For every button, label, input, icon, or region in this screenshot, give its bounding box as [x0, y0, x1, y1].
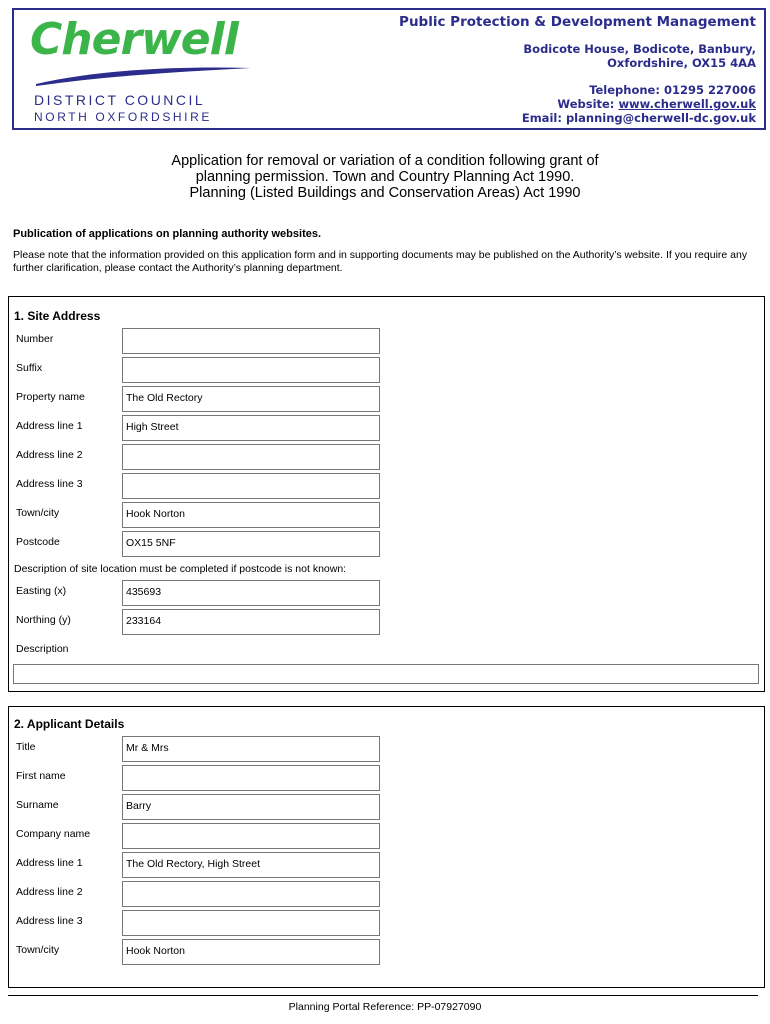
- applicant-title-field[interactable]: Mr & Mrs: [122, 736, 380, 762]
- form-title: [0, 153, 770, 201]
- applicant-details-title: 2. Applicant Details: [14, 717, 125, 731]
- address-line-2: Oxfordshire, OX15 4AA: [607, 56, 756, 70]
- field-label: Surname: [16, 799, 59, 811]
- applicant-town-field[interactable]: Hook Norton: [122, 939, 380, 965]
- field-label: Address line 3: [16, 915, 83, 927]
- site-number-field[interactable]: [122, 328, 380, 354]
- applicant-address-line-1-row: [9, 852, 764, 878]
- applicant-first-name-row: [9, 765, 764, 791]
- applicant-address-line-3-row: [9, 910, 764, 936]
- easting-field[interactable]: 435693: [122, 580, 380, 606]
- logo-swoosh-icon: [26, 62, 256, 88]
- site-property-name-row: [9, 386, 764, 412]
- applicant-address-line-3-field[interactable]: [122, 910, 380, 936]
- form-title-line-2: planning permission. Town and Country Planning Act 1990.: [195, 169, 575, 185]
- field-label: Postcode: [16, 536, 60, 548]
- site-address-line-1-field[interactable]: High Street: [122, 415, 380, 441]
- field-label: First name: [16, 770, 66, 782]
- location-note: Description of site location must be completed if postcode is not known:: [14, 563, 347, 575]
- site-address-section: [8, 296, 765, 692]
- contact-block: [399, 14, 756, 125]
- applicant-company-field[interactable]: [122, 823, 380, 849]
- field-label: Number: [16, 333, 54, 345]
- site-address-line-1-row: [9, 415, 764, 441]
- northing-field[interactable]: 233164: [122, 609, 380, 635]
- applicant-address-line-2-row: [9, 881, 764, 907]
- website-line: [399, 97, 756, 111]
- field-label: Town/city: [16, 507, 60, 519]
- telephone-number: 01295 227006: [663, 83, 756, 97]
- field-label: Address line 3: [16, 478, 83, 490]
- site-address-line-2-field[interactable]: [122, 444, 380, 470]
- field-label: Northing (y): [16, 614, 71, 626]
- form-title-line-1: Application for removal or variation of a condition following grant of: [171, 153, 599, 169]
- site-number-row: [9, 328, 764, 354]
- applicant-town-row: [9, 939, 764, 965]
- email-line: [399, 111, 756, 125]
- footer-divider: [8, 995, 758, 996]
- applicant-surname-row: [9, 794, 764, 820]
- field-label: Property name: [16, 391, 85, 403]
- field-label: Address line 1: [16, 857, 83, 869]
- field-label: Company name: [16, 828, 91, 840]
- northing-row: [9, 609, 764, 635]
- field-label: Address line 2: [16, 886, 83, 898]
- council-logo: [26, 14, 256, 126]
- site-postcode-row: [9, 531, 764, 557]
- logo-wordmark: Cherwell: [30, 14, 238, 65]
- field-label: Town/city: [16, 944, 60, 956]
- site-address-title: 1. Site Address: [14, 309, 101, 323]
- publication-heading: Publication of applications on planning authority websites.: [13, 228, 322, 240]
- field-label: Suffix: [16, 362, 43, 374]
- applicant-address-line-1-field[interactable]: The Old Rectory, High Street: [122, 852, 380, 878]
- website-label: Website:: [557, 97, 615, 111]
- site-postcode-field[interactable]: OX15 5NF: [122, 531, 380, 557]
- description-label: Description: [16, 643, 69, 655]
- website-link[interactable]: www.cherwell.gov.uk: [618, 97, 756, 111]
- field-label: Address line 1: [16, 420, 83, 432]
- site-property-name-field[interactable]: The Old Rectory: [122, 386, 380, 412]
- site-suffix-field[interactable]: [122, 357, 380, 383]
- telephone-line: [399, 83, 756, 97]
- address-line-1: Bodicote House, Bodicote, Banbury,: [523, 42, 756, 56]
- applicant-first-name-field[interactable]: [122, 765, 380, 791]
- site-suffix-row: [9, 357, 764, 383]
- applicant-title-row: [9, 736, 764, 762]
- easting-row: [9, 580, 764, 606]
- applicant-surname-field[interactable]: Barry: [122, 794, 380, 820]
- field-label: Title: [16, 741, 36, 753]
- field-label: Easting (x): [16, 585, 67, 597]
- logo-district-council: DISTRICT COUNCIL: [34, 92, 206, 108]
- logo-north-oxfordshire: NORTH OXFORDSHIRE: [34, 110, 212, 124]
- letterhead: [12, 8, 766, 130]
- site-address-line-3-field[interactable]: [122, 473, 380, 499]
- site-town-row: [9, 502, 764, 528]
- department-name: Public Protection & Development Management: [399, 14, 756, 30]
- publication-text: Please note that the information provided on this application form and in supporting documents may be published on the Authority’s website. If you require any further clarification, please contact the Authority’s planning department.: [13, 249, 748, 274]
- site-town-field[interactable]: Hook Norton: [122, 502, 380, 528]
- email-link[interactable]: planning@cherwell-dc.gov.uk: [565, 111, 756, 125]
- site-address-line-3-row: [9, 473, 764, 499]
- telephone-label: Telephone:: [589, 83, 660, 97]
- form-title-line-3: Planning (Listed Buildings and Conservation Areas) Act 1990: [189, 185, 581, 201]
- description-field[interactable]: [13, 664, 759, 684]
- applicant-details-section: [8, 706, 765, 988]
- field-label: Address line 2: [16, 449, 83, 461]
- applicant-company-row: [9, 823, 764, 849]
- site-address-line-2-row: [9, 444, 764, 470]
- portal-reference: Planning Portal Reference: PP-07927090: [288, 1001, 482, 1013]
- email-label: Email:: [521, 111, 562, 125]
- applicant-address-line-2-field[interactable]: [122, 881, 380, 907]
